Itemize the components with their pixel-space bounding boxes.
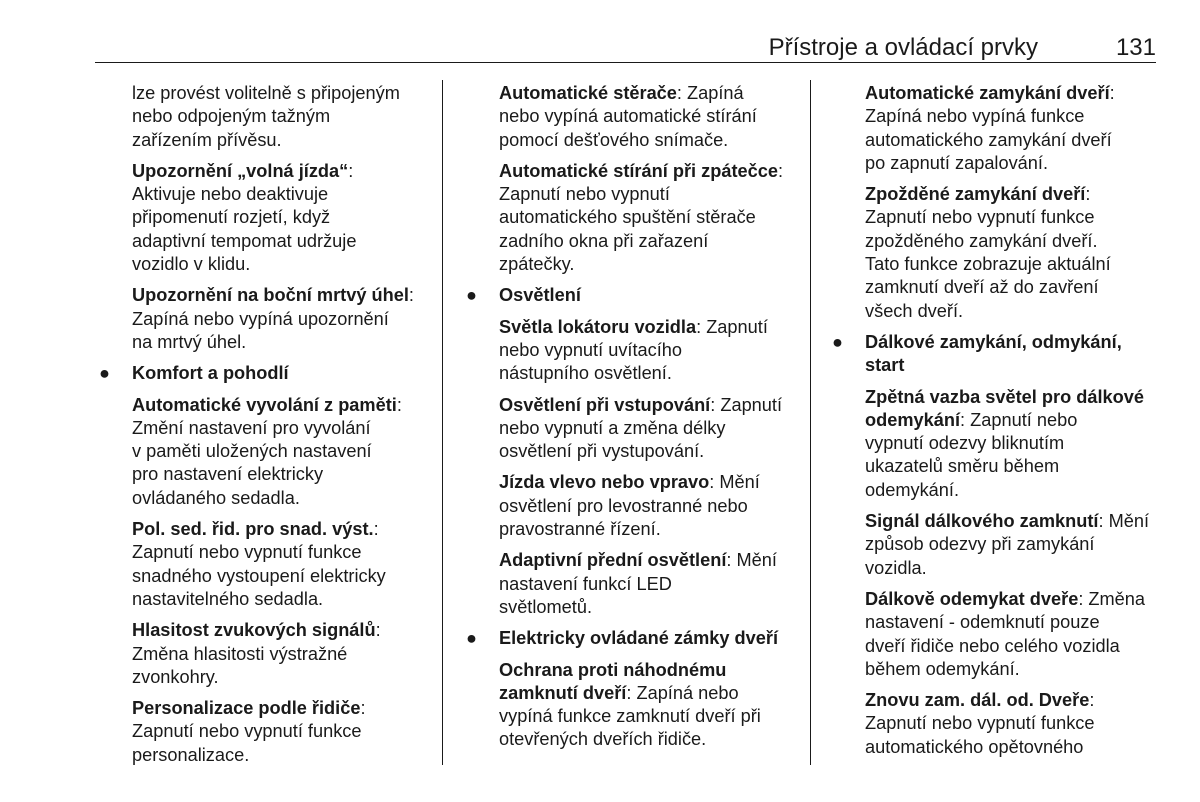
- setting-term: Adaptivní přední osvětlení: [499, 550, 727, 571]
- column-divider: [442, 80, 443, 765]
- setting-description: : Zapnutí nebo vypnutí funkce snadného vystoupení elektricky nastavitelného sedadla.: [132, 519, 386, 609]
- setting-term: Automatické stěrače: [499, 83, 677, 103]
- intro-paragraph: lze provést volitelně s připojeným nebo odpojeným tažným zařízením přívěsu.: [132, 83, 400, 150]
- setting-entry: [499, 160, 799, 276]
- text-column-middle: [466, 82, 799, 760]
- setting-term: Jízda vlevo nebo vpravo: [499, 472, 710, 493]
- setting-term: Zpožděné zamykání dveří: [865, 184, 1086, 205]
- setting-entry: [132, 619, 432, 689]
- section-heading-label: Elektricky ovládané zámky dveří: [499, 628, 779, 649]
- setting-term: Automatické vyvolání z paměti: [132, 394, 397, 415]
- setting-entry: [499, 82, 799, 152]
- setting-entry: [132, 394, 432, 510]
- setting-description: : Změní nastavení pro vyvolání v paměti uložených nastavení pro nastavení elektricky ovládaného sedadla.: [132, 394, 402, 508]
- setting-term: Znovu zam. dál. od. Dveře: [865, 690, 1090, 711]
- setting-entry: [132, 160, 432, 276]
- setting-term: Upozornění „volná jízda“: [132, 160, 349, 181]
- setting-entry: [865, 386, 1165, 502]
- section-heading: [99, 362, 432, 385]
- setting-description: : Zapnutí nebo vypnutí automatického spuštění stěrače zadního okna při zařazení zpátečky.: [499, 160, 784, 275]
- setting-term: Signál dálkového zamknutí: [865, 511, 1099, 532]
- setting-term: Pol. sed. řid. pro snad. výst.: [132, 519, 374, 540]
- setting-description: : Zapíná nebo vypíná automatické stírání pomocí dešťového snímače.: [499, 83, 757, 150]
- section-heading-label: Komfort a pohodlí: [132, 363, 289, 384]
- bullet-icon: ●: [466, 285, 477, 306]
- section-heading-label: Dálkové zamykání, odmykání, start: [865, 331, 1122, 376]
- setting-term: Světla lokátoru vozidla: [499, 316, 697, 337]
- setting-description: : Změna hlasitosti výstražné zvonkohry.: [132, 620, 381, 687]
- setting-term: Personalizace podle řidiče: [132, 698, 361, 719]
- setting-description: : Mění způsob odezvy při zamykání vozidla.: [865, 511, 1150, 578]
- setting-description: : Zapnutí nebo vypnutí funkce zpožděného zamykání dveří. Tato funkce zobrazuje aktuální zamknutí dveří až do zavření všech dveří.: [865, 184, 1111, 321]
- setting-term: Automatické zamykání dveří: [865, 83, 1110, 103]
- setting-entry: [499, 659, 799, 752]
- section-heading-label: Osvětlení: [499, 285, 581, 306]
- setting-term: Zpětná vazba světel pro dálkové odemykání: [865, 386, 1144, 430]
- setting-description: : Zapnutí nebo vypnutí funkce automatického opětovného: [865, 690, 1095, 757]
- setting-description: : Zapnutí nebo vypnutí uvítacího nástupního osvětlení.: [499, 316, 768, 384]
- setting-entry: [865, 183, 1165, 323]
- setting-description: : Zapíná nebo vypíná funkce zamknutí dveří při otevřených dveřích řidiče.: [499, 682, 761, 750]
- setting-entry: [499, 316, 799, 386]
- setting-entry: [865, 588, 1165, 681]
- setting-entry: [132, 697, 432, 767]
- setting-term: Automatické stírání při zpátečce: [499, 160, 778, 181]
- setting-entry: [865, 82, 1165, 175]
- setting-entry: [499, 471, 799, 541]
- setting-description: : Zapíná nebo vypíná upozornění na mrtvý úhel.: [132, 285, 414, 352]
- setting-description: : Mění nastavení funkcí LED světlometů.: [499, 550, 777, 617]
- section-heading: [466, 627, 799, 650]
- text-column-left: [99, 82, 432, 775]
- page-title: Přístroje a ovládací prvky: [768, 34, 1038, 61]
- setting-entry: [499, 549, 799, 619]
- text-column-right: [832, 82, 1165, 767]
- setting-entry: [132, 284, 432, 354]
- setting-description: : Zapnutí nebo vypnutí funkce personalizace.: [132, 698, 366, 765]
- setting-description: : Zapnutí nebo vypnutí odezvy bliknutím ukazatelů směru během odemykání.: [865, 409, 1078, 500]
- setting-term: Osvětlení při vstupování: [499, 394, 711, 415]
- bullet-icon: ●: [99, 363, 110, 384]
- setting-description: : Aktivuje nebo deaktivuje připomenutí rozjetí, když adaptivní tempomat udržuje vozidlo v klidu.: [132, 160, 357, 275]
- setting-term: Upozornění na boční mrtvý úhel: [132, 285, 409, 306]
- setting-description: : Zapíná nebo vypíná funkce automatického zamykání dveří po zapnutí zapalování.: [865, 83, 1115, 173]
- setting-term: Hlasitost zvukových signálů: [132, 620, 376, 641]
- setting-entry: [132, 518, 432, 611]
- section-heading: [832, 331, 1165, 378]
- setting-entry: [865, 689, 1165, 759]
- column-divider: [810, 80, 811, 765]
- page-number: 131: [1115, 34, 1156, 61]
- setting-description: : Mění osvětlení pro levostranné nebo pravostranné řízení.: [499, 472, 760, 540]
- page-header: [95, 30, 1156, 63]
- setting-description: : Zapnutí nebo vypnutí a změna délky osvětlení při vystupování.: [499, 394, 783, 462]
- setting-entry: [865, 510, 1165, 580]
- bullet-icon: ●: [832, 331, 843, 352]
- setting-entry: [499, 394, 799, 464]
- section-heading: [466, 284, 799, 307]
- setting-term: Ochrana proti náhodnému zamknutí dveří: [499, 659, 727, 703]
- setting-term: Dálkově odemykat dveře: [865, 588, 1079, 609]
- setting-description: : Změna nastavení - odemknutí pouze dveří řidiče nebo celého vozidla během odemykání.: [865, 588, 1146, 679]
- bullet-icon: ●: [466, 628, 477, 649]
